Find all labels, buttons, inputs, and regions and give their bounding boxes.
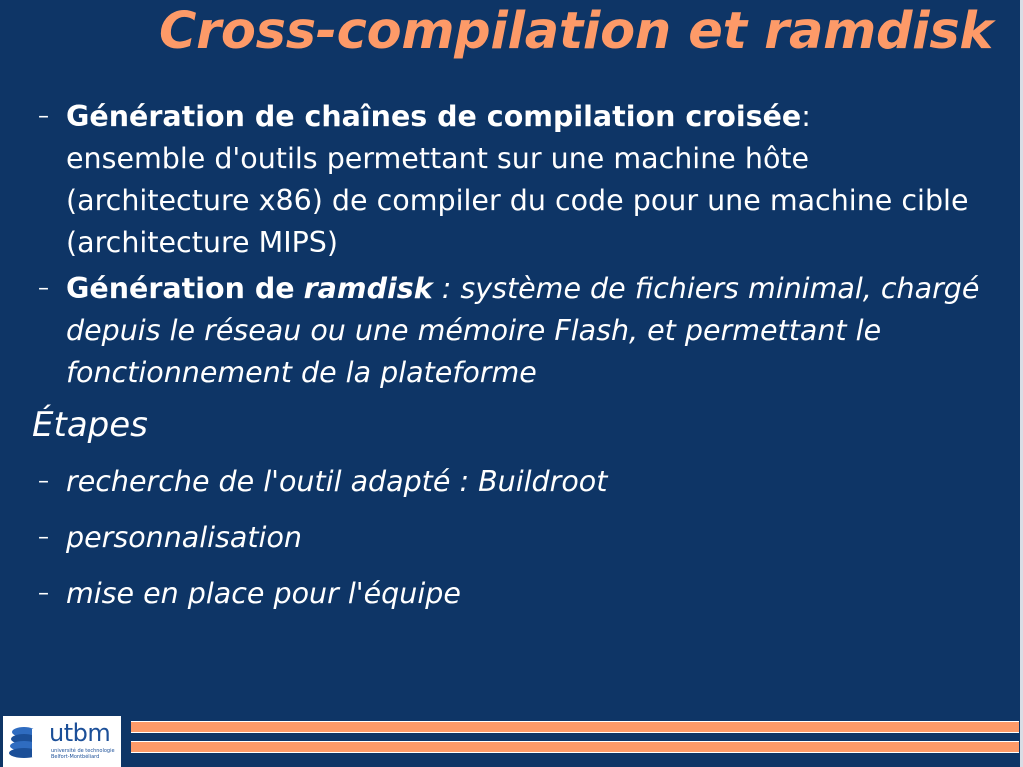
step-text: personnalisation <box>66 521 302 554</box>
section-etapes: Étapes <box>32 405 148 445</box>
bullet-dash: – <box>38 581 49 606</box>
bullet-ramdisk-heading: Génération de <box>66 272 295 305</box>
bullet-ramdisk <box>0 268 1000 394</box>
step-item <box>0 461 1000 503</box>
utbm-logo-word: utbm <box>49 719 111 747</box>
bullet-dash: – <box>38 525 49 550</box>
utbm-logo <box>3 716 121 767</box>
slide-title: Cross-compilation et ramdisk <box>158 2 993 61</box>
step-text: mise en place pour l'équipe <box>66 577 461 610</box>
bullet-ramdisk-text: : système de fichiers minimal, chargé depuis le réseau ou une mémoire Flash, et permettant le fonctionnement de la plateforme <box>66 272 980 389</box>
footer-bar-bottom <box>131 741 1019 753</box>
utbm-logo-icon <box>7 724 43 760</box>
bullet-ramdisk-term: ramdisk <box>303 272 433 305</box>
bullet-toolchain-text: ensemble d'outils permettant sur une machine hôte (architecture x86) de compiler du code pour une machine cible (architecture MIPS) <box>66 142 969 259</box>
slide-content <box>0 96 1000 615</box>
bullet-dash: – <box>38 276 49 301</box>
step-item <box>0 517 1000 559</box>
bullet-toolchain-colon: : <box>801 100 811 133</box>
footer-bar-top <box>131 721 1019 733</box>
step-text: recherche de l'outil adapté : Buildroot <box>66 465 608 498</box>
bullet-toolchain <box>0 96 1000 264</box>
bullet-dash: – <box>38 469 49 494</box>
utbm-logo-subtitle: université de technologie Belfort-Montbéliard <box>51 748 115 760</box>
step-item <box>0 573 1000 615</box>
bullet-dash: – <box>38 104 49 129</box>
bullet-toolchain-heading: Génération de chaînes de compilation croisée <box>66 100 802 133</box>
